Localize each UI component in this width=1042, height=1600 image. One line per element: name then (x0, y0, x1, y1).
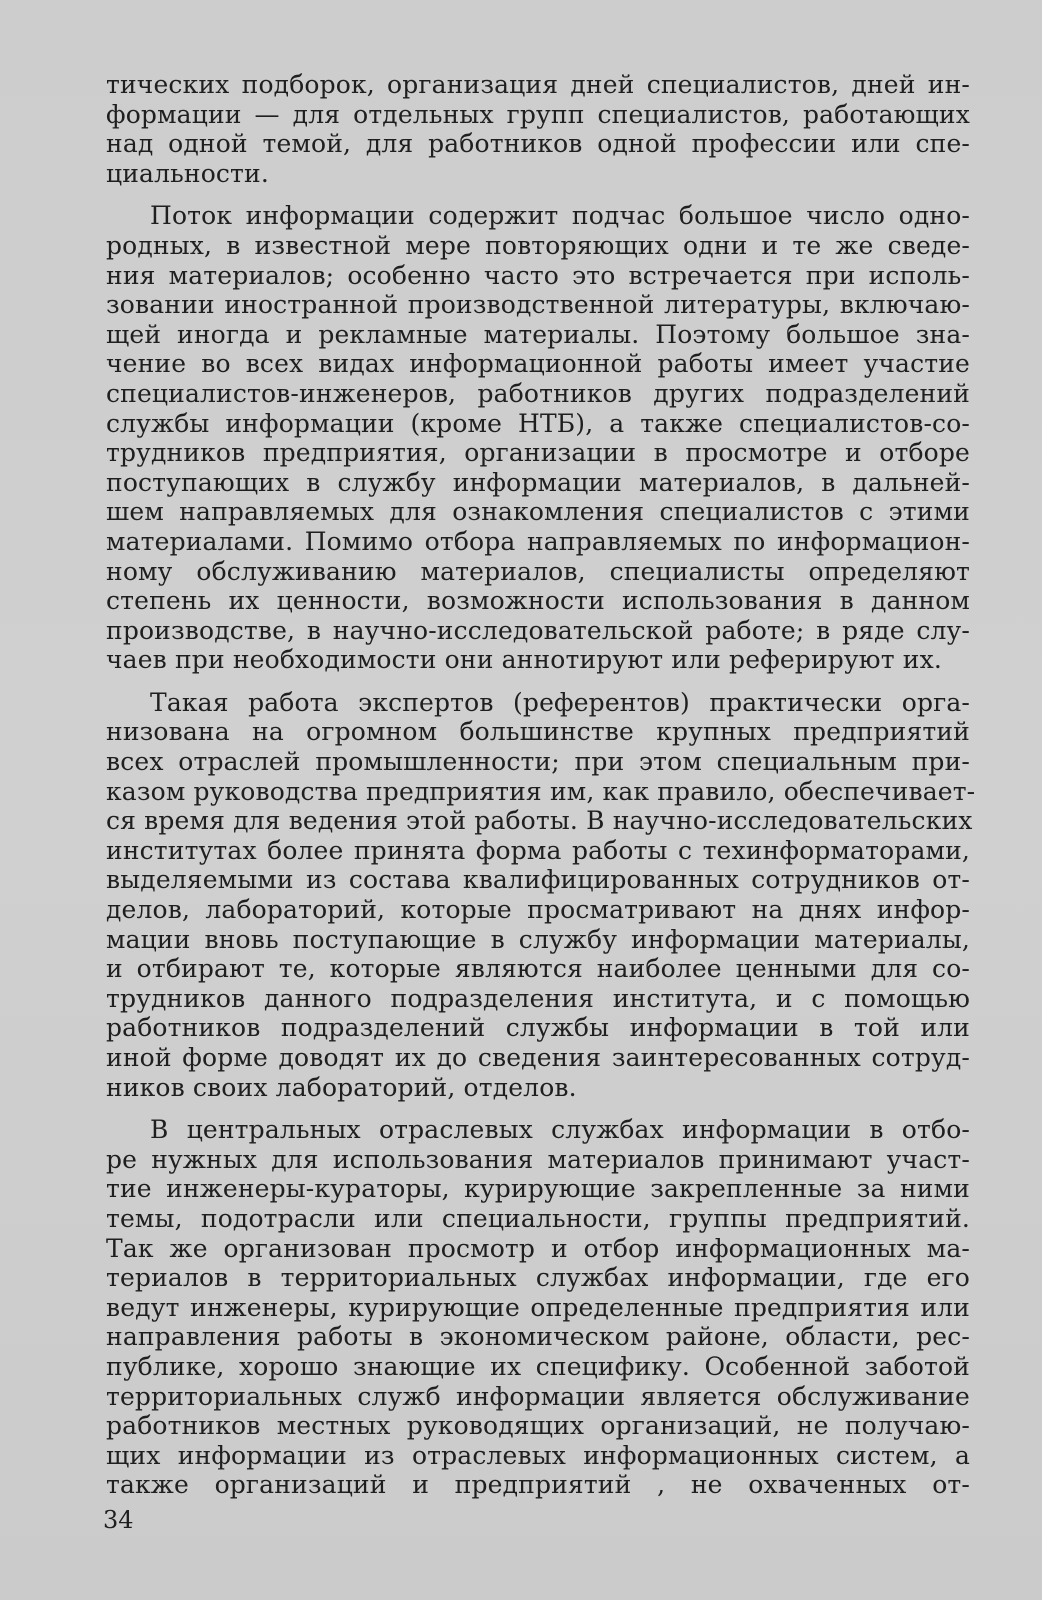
text-line: ников своих лабораторий, отделов. (106, 1072, 577, 1102)
text-line: казом руководства предприятия им, как правило, обеспечивает- (106, 776, 976, 806)
paragraph (106, 687, 976, 1102)
text-line: службы информации (кроме НТБ), а также специалистов-со- (106, 408, 970, 438)
text-line: тических подборок, организация дней специалистов, дней ин- (106, 70, 970, 99)
paragraph (106, 1115, 970, 1500)
text-line: публике, хорошо знающие их специфику. Особенной заботой (106, 1351, 970, 1381)
text-line: ся время для ведения этой работы. В научно-исследовательских (106, 806, 973, 836)
text-line: всех отраслей промышленности; при этом специальным при- (106, 747, 970, 777)
text-line: над одной темой, для работников одной профессии или спе- (106, 129, 970, 159)
text-line: Поток информации содержит подчас большое число одно- (150, 201, 970, 231)
text-line: материалами. Помимо отбора направляемых по информацион- (106, 526, 970, 556)
text-line: тие инженеры-кураторы, курирующие закрепленные за ними (106, 1174, 970, 1204)
page-number: 34 (103, 1506, 134, 1534)
text-line: щих информации из отраслевых информационных систем, а (106, 1440, 970, 1470)
text-line: ведут инженеры, курирующие определенные предприятия или (106, 1292, 970, 1322)
text-line: производстве, в научно-исследовательской работе; в ряде слу- (106, 615, 970, 645)
text-line: ре нужных для использования материалов принимают участ- (106, 1144, 970, 1174)
text-line: чаев при необходимости они аннотируют или реферируют их. (106, 645, 942, 675)
text-line: циальности. (106, 158, 269, 188)
text-line: мации вновь поступающие в службу информации материалы, (106, 924, 970, 954)
text-line: ному обслуживанию материалов, специалисты определяют (106, 556, 970, 586)
text-line: трудников предприятия, организации в просмотре и отборе (106, 438, 970, 468)
text-line: направления работы в экономическом районе, области, рес- (106, 1322, 970, 1352)
text-line: делов, лабораторий, которые просматривают на днях инфор- (106, 895, 970, 925)
text-body (106, 70, 976, 1500)
text-line: поступающих в службу информации материалов, в дальней- (106, 467, 970, 497)
text-line: и отбирают те, которые являются наиболее ценными для со- (106, 954, 970, 984)
text-line: формации — для отдельных групп специалистов, работающих (106, 99, 970, 129)
text-line: В центральных отраслевых службах информации в отбо- (150, 1115, 970, 1145)
text-line: степень их ценности, возможности использования в данном (106, 586, 970, 616)
text-line: темы, подотрасли или специальности, группы предприятий. (106, 1203, 970, 1233)
text-line: чение во всех видах информационной работы имеет участие (106, 349, 970, 379)
paragraph (106, 201, 970, 675)
text-line: территориальных служб информации является обслуживание (106, 1381, 970, 1411)
text-line: работников подразделений службы информации в той или (106, 1013, 970, 1043)
text-line: иной форме доводят их до сведения заинтересованных сотруд- (106, 1043, 970, 1072)
text-line: институтах более принята форма работы с техинформаторами, (106, 835, 970, 865)
text-line: низована на огромном большинстве крупных предприятий (106, 717, 970, 747)
text-line: родных, в известной мере повторяющих одни и те же сведе- (106, 230, 970, 260)
text-line: ния материалов; особенно часто это встречается при исполь- (106, 260, 970, 290)
text-line: работников местных руководящих организаций, не получаю- (106, 1411, 970, 1441)
text-line: также организаций и предприятий , не охваченных от- (106, 1470, 970, 1500)
text-line: выделяемыми из состава квалифицированных сотрудников от- (106, 865, 970, 895)
text-line: трудников данного подразделения института, и с помощью (106, 983, 970, 1013)
paragraph (106, 70, 970, 188)
text-line: Так же организован просмотр и отбор информационных ма- (106, 1233, 970, 1263)
text-line: шем направляемых для ознакомления специалистов с этими (106, 497, 970, 527)
text-line: специалистов-инженеров, работников других подразделений (106, 378, 970, 408)
text-line: Такая работа экспертов (референтов) практически орга- (150, 687, 970, 717)
text-line: териалов в территориальных службах информации, где его (106, 1263, 970, 1293)
text-line: щей иногда и рекламные материалы. Поэтому большое зна- (106, 319, 970, 349)
text-line: зовании иностранной производственной литературы, включаю- (106, 290, 970, 320)
